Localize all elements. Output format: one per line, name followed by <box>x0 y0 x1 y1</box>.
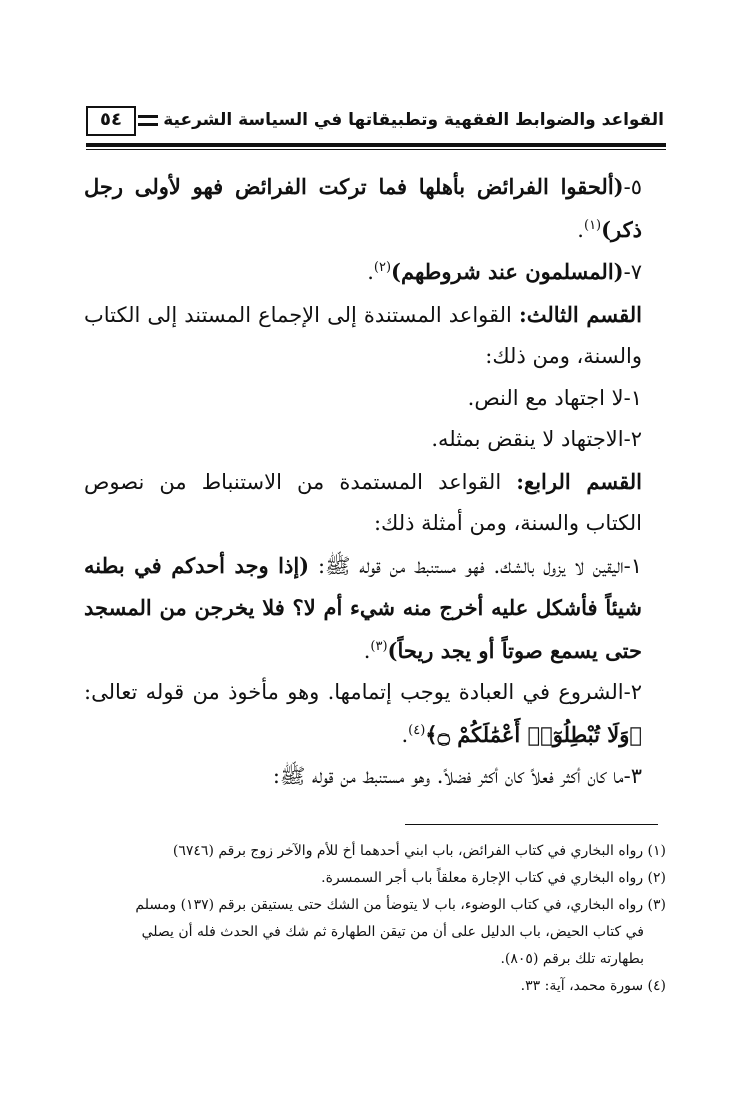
section-4-text: القواعد المستمدة من الاستنباط من نصوص الكتاب والسنة، ومن أمثلة ذلك: <box>84 469 642 535</box>
section-3-item-1: ١-لا اجتهاد مع النص. <box>467 385 642 410</box>
footnote-2: (٢) رواه البخاري في كتاب الإجارة معلقاً باب أجر السمسرة. <box>321 870 666 886</box>
main-text <box>84 166 670 798</box>
page-header <box>86 104 666 144</box>
item-text-start: ١-اليقين لا يزول بالشك. فهو مستنبط من قوله ﷺ: <box>309 553 642 578</box>
footnote-1: (١) رواه البخاري في كتاب الفرائض، باب ابني أحدهما أخ للأم والآخر زوج برقم (٦٧٤٦) <box>172 843 666 859</box>
header-rule-thick <box>86 143 666 147</box>
section-4-item-1: ١-اليقين لا يزول بالشك. فهو مستنبط من قوله ﷺ: (إذا وجد أحدكم في بطنه شيئاً فأشكل عليه أخرج منه شيء أم لا؟ فلا يخرجن من المسجد حتى يسمع صوتاً أو يجد ريحاً)$^{(٣)}$. <box>84 552 642 663</box>
footnote-ref: (٣) <box>370 638 388 654</box>
item-number: ٧- <box>623 260 642 284</box>
section-4-item-3: ٣-ما كان أكثر فعلاً كان أكثر فضلاً. وهو مستنبط من قوله ﷺ: <box>272 764 642 788</box>
running-title: القواعد والضوابط الفقهية وتطبيقاتها في السياسة الشرعية <box>163 110 664 130</box>
page-number-box <box>86 106 136 136</box>
footnote-4: (٤) سورة محمد، آية: ٣٣. <box>520 978 666 994</box>
hadith-text: (المسلمون عند شروطهم) <box>391 259 624 284</box>
header-bar-ornament <box>138 115 158 118</box>
footnotes <box>100 838 666 1000</box>
hadith-text: (ألحقوا الفرائض بأهلها فما تركت الفرائض فهو لأولى رجل ذكر) <box>84 174 642 242</box>
section-4-item-2: ٢-الشروع في العبادة يوجب إتمامها. وهو مأخوذ من قوله تعالى: ﴿وَلَا تُبْطِلُوٓا۟ أَعْمَٰلَكُمْ ۝﴾$^{(٤)}$. <box>84 680 642 747</box>
footnote-ref: (٢) <box>373 260 392 275</box>
footnote-3-continuation: بطهارته تلك برقم (٨٠٥). <box>500 951 644 967</box>
section-4-paragraph <box>84 461 670 545</box>
footnote-3: (٣) رواه البخاري، في كتاب الوضوء، باب لا يتوضأ من الشك حتى يستيقن برقم (١٣٧) ومسلم <box>135 897 666 913</box>
section-3-paragraph <box>84 294 670 378</box>
section-3-heading: القسم الثالث: <box>518 301 642 327</box>
quran-verse: ﴿وَلَا تُبْطِلُوٓا۟ أَعْمَٰلَكُمْ ۝﴾ <box>425 721 642 747</box>
paragraph-item-7: ٧-(المسلمون عند شروطهم)$^{(٢)}$. <box>367 259 642 284</box>
section-3-item-2: ٢-الاجتهاد لا ينقض بمثله. <box>431 427 642 451</box>
footnote-ref: (١) <box>583 217 602 233</box>
page-number: ٥٤ <box>100 109 122 130</box>
footnote-separator <box>405 824 658 825</box>
paragraph-item-5: ٥-(ألحقوا الفرائض بأهلها فما تركت الفرائض فهو لأولى رجل ذكر)$^{(١)}$. <box>84 174 642 242</box>
item-text-start: ٢-الشروع في العبادة يوجب إتمامها. وهو مأخوذ من قوله تعالى: <box>84 680 642 704</box>
section-4-heading: القسم الرابع: <box>516 468 642 494</box>
item-number: ٥- <box>623 175 642 199</box>
section-3-text: القواعد المستندة إلى الإجماع المستند إلى الكتاب والسنة، ومن ذلك: <box>84 302 642 368</box>
hadith-quote: (إذا وجد أحدكم في بطنه شيئاً فأشكل عليه أخرج منه شيء أم لا؟ فلا يخرجن من المسجد حتى يسمع صوتاً أو يجد ريحاً) <box>84 552 642 663</box>
header-bar-ornament <box>138 123 158 126</box>
header-rule-thin <box>86 149 666 150</box>
footnote-ref: (٤) <box>408 722 426 738</box>
footnote-3-continuation: في كتاب الحيض، باب الدليل على أن من تيقن الطهارة ثم شك في الحدث فله أن يصلي <box>141 924 644 940</box>
